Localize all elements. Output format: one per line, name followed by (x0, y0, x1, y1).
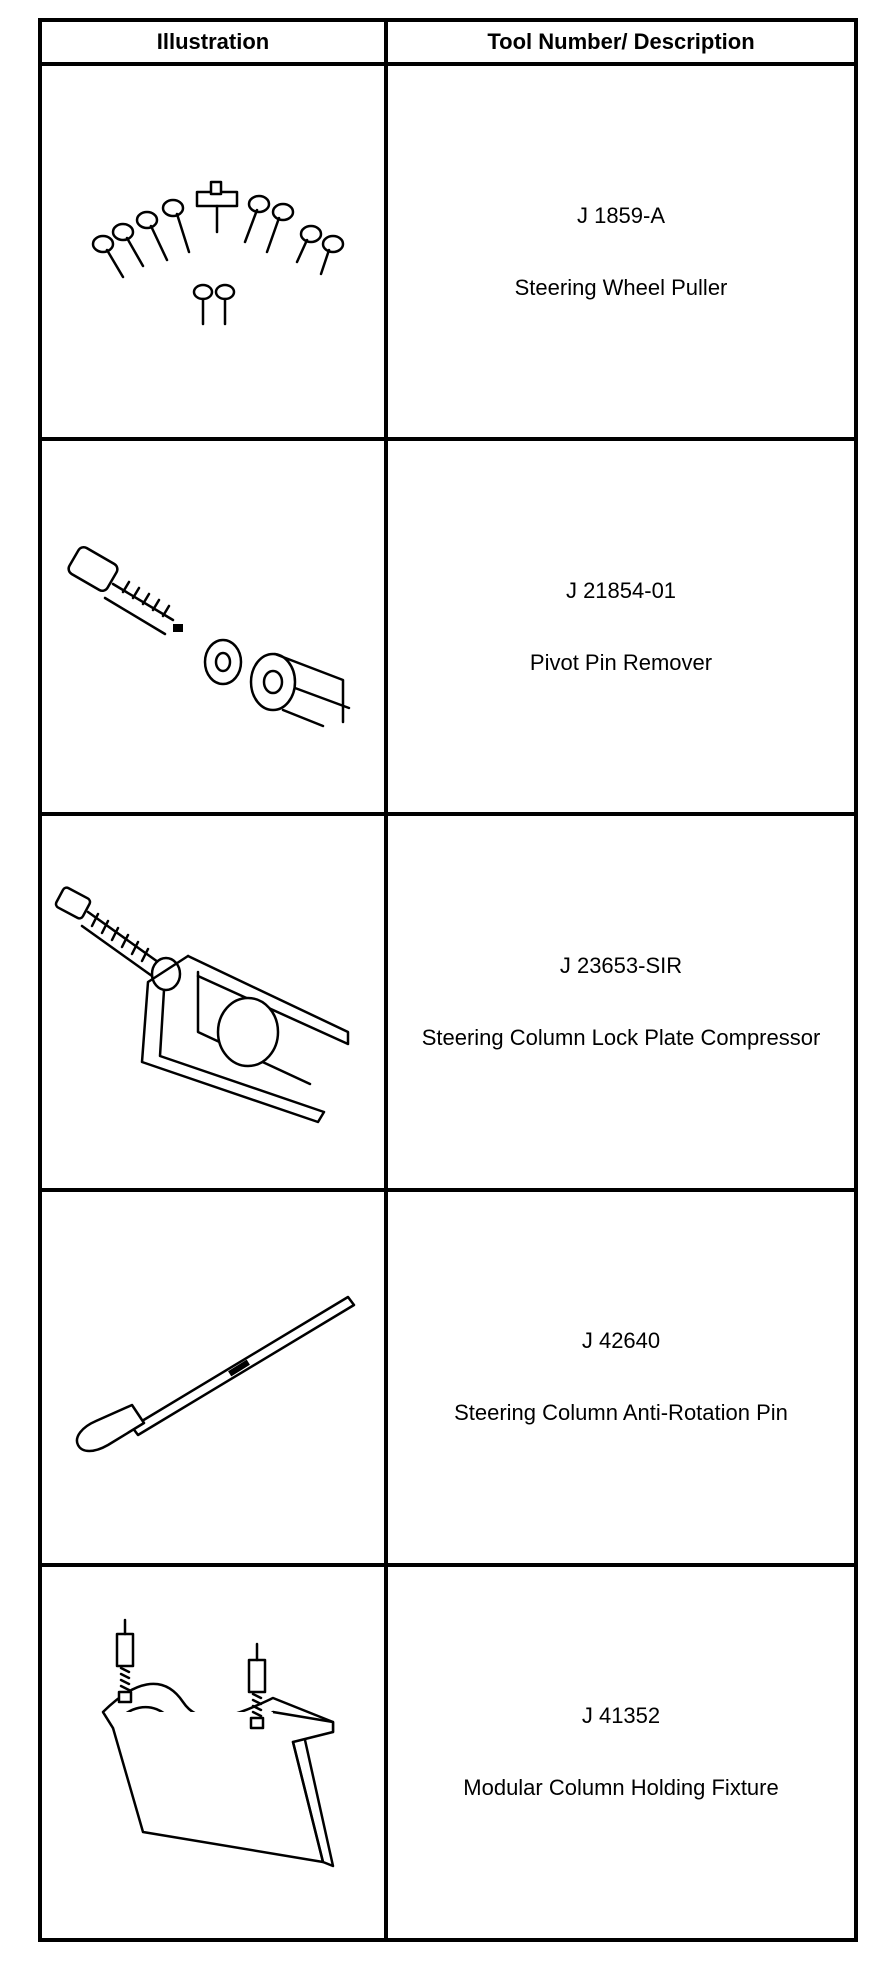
table-row (42, 1567, 854, 1938)
tool-description-cell (388, 66, 854, 437)
table-header (42, 22, 854, 66)
illustration-cell (42, 816, 388, 1187)
table-row (42, 816, 854, 1191)
illustration-cell (42, 1567, 388, 1938)
holding-fixture-icon (53, 1612, 373, 1892)
table-row (42, 1192, 854, 1567)
tool-number: J 41352 (581, 1703, 661, 1729)
tool-number: J 1859-A (576, 202, 666, 228)
tool-description: Modular Column Holding Fixture (463, 1775, 779, 1801)
table-row (42, 66, 854, 441)
header-tool-description: Tool Number/ Description (487, 29, 755, 54)
tool-number: J 21854-01 (565, 577, 677, 603)
illustration-cell (42, 441, 388, 812)
header-illustration: Illustration (42, 22, 388, 62)
illustration-cell (42, 1192, 388, 1563)
tool-number: J 23653-SIR (559, 953, 683, 978)
tool-description-cell (388, 816, 854, 1187)
steering-wheel-puller-icon (63, 152, 363, 352)
tool-description: Steering Column Anti-Rotation Pin (454, 1400, 788, 1426)
pivot-pin-remover-icon (53, 512, 373, 742)
tool-description: Steering Column Lock Plate Compressor (421, 1025, 821, 1050)
tool-number: J 42640 (581, 1328, 661, 1354)
special-tools-table (38, 18, 858, 1942)
tool-description-cell (388, 441, 854, 812)
illustration-cell (42, 66, 388, 437)
tool-description: Pivot Pin Remover (529, 649, 713, 675)
tool-description: Steering Wheel Puller (514, 274, 728, 300)
tool-description-cell (388, 1192, 854, 1563)
table-row (42, 441, 854, 816)
lock-plate-compressor-icon (48, 872, 378, 1132)
anti-rotation-pin-icon (48, 1277, 378, 1477)
tool-description-cell (388, 1567, 854, 1938)
